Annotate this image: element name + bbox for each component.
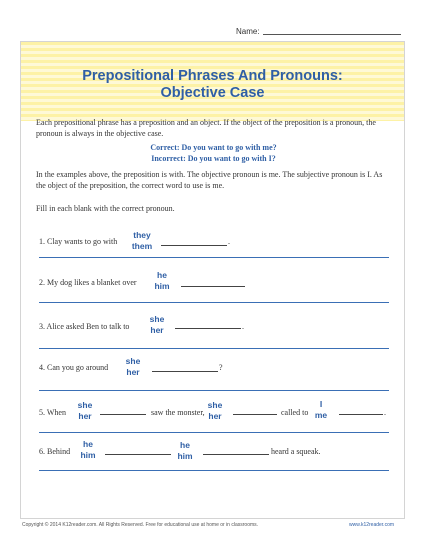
question-4-text: 4. Can you go around: [39, 363, 109, 372]
choice-option: she: [125, 356, 141, 366]
question-6-blank-2[interactable]: [203, 454, 269, 455]
choice-option: me: [314, 410, 328, 420]
answer-rule: [39, 302, 389, 303]
name-blank[interactable]: [263, 34, 401, 35]
question-6-text: 6. Behind: [39, 447, 71, 456]
worksheet: [20, 41, 405, 519]
question-6-choices-1: [71, 439, 105, 461]
question-5-choices-1: [68, 400, 102, 422]
question-1-text: 1. Clay wants to go with: [39, 237, 118, 246]
choice-option: her: [150, 325, 164, 335]
question-6-blank-1[interactable]: [105, 454, 171, 455]
choice-option: him: [154, 281, 170, 291]
name-label: Name:: [236, 27, 260, 36]
choice-option: her: [126, 367, 140, 377]
choice-option: he: [83, 439, 93, 449]
question-4-choices: [116, 356, 150, 378]
choice-option: she: [207, 400, 223, 410]
incorrect-example: Incorrect: Do you want to go with I?: [151, 154, 276, 163]
question-3-end: .: [242, 322, 244, 331]
question-5-text: 5. When: [39, 408, 66, 417]
choice-option: he: [180, 440, 190, 450]
choice-option: he: [157, 270, 167, 280]
answer-rule: [39, 390, 389, 391]
question-4-blank[interactable]: [152, 371, 218, 372]
question-5-mid-2: called to: [281, 408, 309, 417]
question-2-blank[interactable]: [181, 286, 245, 287]
name-field: [236, 27, 401, 36]
question-1-blank[interactable]: [161, 245, 227, 246]
question-5-choices-3: [304, 399, 338, 421]
choice-option: him: [177, 451, 193, 461]
choice-option: I: [319, 399, 323, 409]
answer-rule: [39, 257, 389, 258]
question-2-choices: [145, 270, 179, 292]
question-3-text: 3. Alice asked Ben to talk to: [39, 322, 130, 331]
intro-paragraph-1: Each prepositional phrase has a preposition and an object. If the object of the preposition is a pronoun, the pronoun is always in the objective case.: [36, 118, 376, 138]
choice-option: her: [78, 411, 92, 421]
intro-paragraph-2: In the examples above, the preposition is with. The objective pronoun is me. The subjective pronoun is I. As the object of the preposition, the correct word to use is me.: [36, 170, 383, 190]
question-3-choices: [140, 314, 174, 336]
question-5-blank-2[interactable]: [233, 414, 277, 415]
answer-rule: [39, 348, 389, 349]
question-6-choices-2: [168, 440, 202, 462]
question-6-mid-2: heard a squeak.: [271, 447, 321, 456]
question-1-end: .: [228, 237, 230, 246]
answer-rule: [39, 432, 389, 433]
copyright-notice: Copyright © 2014 K12reader.com. All Rights Reserved. Free for educational use at home or in classrooms.: [22, 522, 259, 528]
page-title: [21, 68, 404, 102]
choice-option: him: [80, 450, 96, 460]
question-5-end: .: [384, 408, 386, 417]
answer-rule: [39, 470, 389, 471]
choice-option: they: [133, 230, 151, 240]
question-1-choices: [125, 230, 159, 252]
choice-option: her: [208, 411, 222, 421]
question-3-blank[interactable]: [175, 328, 241, 329]
question-5-blank-1[interactable]: [100, 414, 146, 415]
title-line-1: Prepositional Phrases And Pronouns:: [82, 68, 343, 84]
choice-option: she: [77, 400, 93, 410]
correct-example: Correct: Do you want to go with me?: [150, 143, 277, 152]
question-5-blank-3[interactable]: [339, 414, 383, 415]
question-5-choices-2: [198, 400, 232, 422]
question-4-end: ?: [219, 363, 223, 372]
instructions: Fill in each blank with the correct pronoun.: [36, 204, 175, 213]
choice-option: she: [149, 314, 165, 324]
site-link[interactable]: www.k12reader.com: [349, 522, 395, 528]
choice-option: them: [131, 241, 153, 251]
question-5-mid-1: saw the monster,: [151, 408, 205, 417]
question-2-text: 2. My dog likes a blanket over: [39, 278, 137, 287]
title-line-2: Objective Case: [160, 85, 265, 101]
